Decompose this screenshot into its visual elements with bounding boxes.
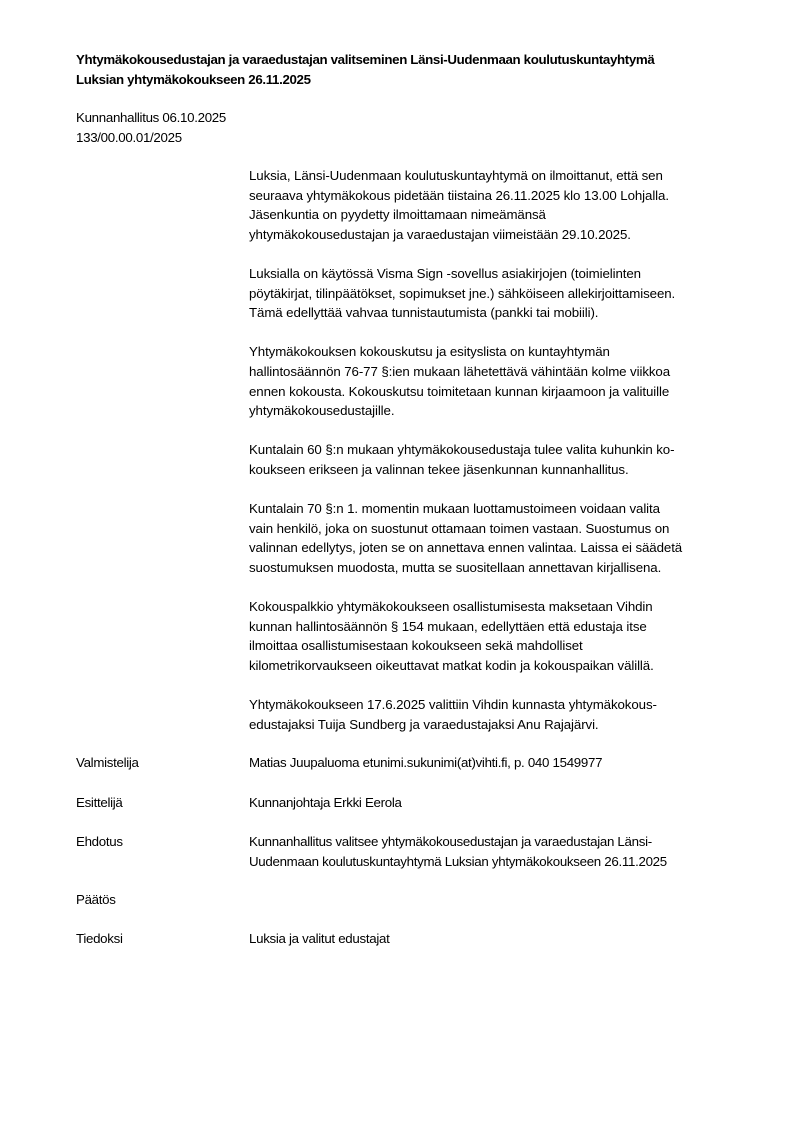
title-line: Luksian yhtymäkokoukseen 26.11.2025 [76, 72, 311, 87]
field-label: Esittelijä [76, 795, 123, 810]
title-line: Yhtymäkokousedustajan ja varaedustajan valitseminen Länsi-Uudenmaan koulutuskuntayhtymä [76, 52, 655, 67]
paragraph-line: koukseen erikseen ja valinnan tekee jäsenkunnan kunnanhallitus. [249, 461, 629, 477]
paragraph-line: Luksia, Länsi-Uudenmaan koulutuskuntayhtymä on ilmoittanut, että sen [249, 168, 663, 183]
field-label: Ehdotus [76, 834, 123, 849]
paragraph-line: kunnan hallintosäännön § 154 mukaan, edellyttäen että edustaja itse [249, 618, 647, 634]
meeting-body-date: Kunnanhallitus 06.10.2025 [76, 110, 226, 125]
field-label: Tiedoksi [76, 931, 123, 946]
paragraph-visma-sign [249, 264, 749, 323]
paragraph-line: valinnan edellytys, joten se on annettava ennen valintaa. Laissa ei säädetä [249, 540, 683, 556]
paragraph-line: Tämä edellyttää vahvaa tunnistautumista (pankki tai mobiili). [249, 305, 599, 321]
paragraph-line: vain henkilö, joka on suostunut ottamaan toimen vastaan. Suostumus on [249, 520, 670, 536]
paragraph-kuntalaki-60 [249, 440, 749, 479]
paragraph-line: yhtymäkokousedustajille. [249, 403, 395, 419]
paragraph-meeting-invitation [249, 342, 749, 420]
field-label: Valmistelija [76, 755, 139, 770]
paragraph-line: kilometrikorvaukseen oikeuttavat matkat kodin ja kokouspaikan välillä. [249, 657, 654, 673]
paragraph-line: Yhtymäkokouksen kokouskutsu ja esityslista on kuntayhtymän [249, 344, 610, 360]
paragraph-line: pöytäkirjat, tilinpäätökset, sopimukset jne.) sähköiseen allekirjoittamiseen. [249, 285, 676, 301]
paragraph-line: Kokouspalkkio yhtymäkokoukseen osallistumisesta maksetaan Vihdin [249, 599, 653, 615]
paragraph-line: Luksialla on käytössä Visma Sign -sovellus asiakirjojen (toimielinten [249, 265, 641, 281]
field-value: Matias Juupaluoma etunimi.sukunimi(at)vihti.fi, p. 040 1549977 [249, 755, 603, 770]
paragraph-line: Yhtymäkokoukseen 17.6.2025 valittiin Vihdin kunnasta yhtymäkokous- [249, 697, 657, 713]
field-label: Päätös [76, 892, 116, 907]
document-title [76, 50, 756, 90]
paragraph-line: yhtymäkokousedustajan ja varaedustajan viimeistään 29.10.2025. [249, 226, 631, 242]
paragraph-line: Jäsenkuntia on pyydetty ilmoittamaan nimeämänsä [249, 207, 546, 223]
paragraph-line: suostumuksen muodosta, mutta se suositellaan annettavan kirjallisena. [249, 559, 662, 575]
paragraph-previous-representatives [249, 695, 749, 734]
paragraph-line: hallintosäännön 76-77 §:ien mukaan lähetettävä vähintään kolme viikkoa [249, 363, 671, 379]
document-meta [76, 108, 226, 148]
paragraph-line: Kuntalain 60 §:n mukaan yhtymäkokousedustaja tulee valita kuhunkin ko- [249, 442, 675, 458]
field-value [249, 832, 667, 871]
field-value: Kunnanjohtaja Erkki Eerola [249, 795, 402, 810]
paragraph-meeting-fee [249, 597, 749, 675]
paragraph-kuntalaki-70 [249, 499, 749, 577]
paragraph-announcement [249, 166, 749, 244]
case-number: 133/00.00.01/2025 [76, 130, 182, 145]
paragraph-line: edustajaksi Tuija Sundberg ja varaedustajaksi Anu Rajajärvi. [249, 716, 599, 732]
field-value-line: Uudenmaan koulutuskuntayhtymä Luksian yhtymäkokoukseen 26.11.2025 [249, 853, 667, 869]
field-value: Luksia ja valitut edustajat [249, 931, 390, 946]
paragraph-line: ennen kokousta. Kokouskutsu toimitetaan kunnan kirjaamoon ja valituille [249, 383, 670, 399]
document-body [249, 166, 749, 754]
paragraph-line: Kuntalain 70 §:n 1. momentin mukaan luottamustoimeen voidaan valita [249, 501, 660, 517]
field-value-line: Kunnanhallitus valitsee yhtymäkokousedustajan ja varaedustajan Länsi- [249, 834, 652, 849]
paragraph-line: seuraava yhtymäkokous pidetään tiistaina 26.11.2025 klo 13.00 Lohjalla. [249, 187, 669, 203]
paragraph-line: ilmoittaa osallistumisestaan kokoukseen sekä mahdolliset [249, 638, 583, 654]
